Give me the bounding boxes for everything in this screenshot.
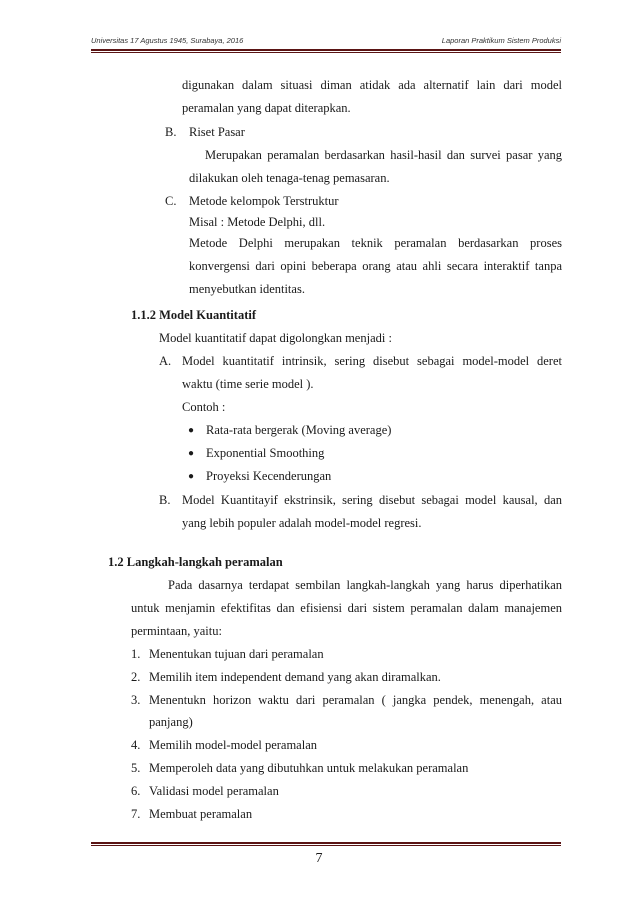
page-number: 7: [315, 851, 323, 866]
step-text-continuation: panjang): [149, 715, 193, 729]
step-number: 5.: [131, 761, 141, 775]
top-line-1: digunakan dalam situasi diman atidak ada alternatif lain dari model: [182, 78, 562, 92]
item-b-marker: B.: [165, 125, 177, 139]
step-text: Memilih item independent demand yang akan diramalkan.: [149, 670, 441, 684]
footer-rule: [91, 842, 561, 844]
step-text: Menentukn horizon waktu dari peramalan ( jangka pendek, menengah, atau: [149, 693, 562, 707]
step-number: 6.: [131, 784, 141, 798]
footer-rule-thin: [91, 845, 561, 846]
bullet-item: Exponential Smoothing: [206, 446, 325, 460]
step-text: Memperoleh data yang dibutuhkan untuk melakukan peramalan: [149, 761, 469, 775]
header-rule: [91, 49, 561, 51]
bullet-item: Rata-rata bergerak (Moving average): [206, 423, 392, 437]
section-12-paragraph-line-2: untuk menjamin efektifitas dan efisiensi dari sistem peramalan dalam manajemen: [131, 601, 562, 615]
item-c-title: Metode kelompok Terstruktur: [189, 194, 339, 208]
step-text: Memilih model-model peramalan: [149, 738, 318, 752]
section-112-a-marker: A.: [159, 354, 172, 368]
step-number: 4.: [131, 738, 141, 752]
header-rule-thin: [91, 52, 561, 53]
section-12-paragraph-line-1: Pada dasarnya terdapat sembilan langkah-langkah yang harus diperhatikan: [168, 578, 562, 592]
top-line-2: peramalan yang dapat diterapkan.: [182, 101, 351, 115]
section-112-b-line-1: Model Kuantitayif ekstrinsik, sering disebut sebagai model kausal, dan: [182, 493, 562, 507]
step-text: Menentukan tujuan dari peramalan: [149, 647, 324, 661]
section-12-heading: 1.2 Langkah-langkah peramalan: [108, 555, 283, 569]
section-112-b-line-2: yang lebih populer adalah model-model regresi.: [182, 516, 422, 530]
item-c-marker: C.: [165, 194, 177, 208]
item-c-line-1: Metode Delphi merupakan teknik peramalan berdasarkan proses: [189, 236, 562, 250]
step-text: Membuat peramalan: [149, 807, 253, 821]
step-number: 7.: [131, 807, 141, 821]
item-b-line-1: Merupakan peramalan berdasarkan hasil-hasil dan survei pasar yang: [205, 148, 562, 162]
item-c-line-3: menyebutkan identitas.: [189, 282, 305, 296]
item-b-title: Riset Pasar: [189, 125, 245, 139]
bullet-dot: ●: [188, 448, 195, 459]
section-112-intro: Model kuantitatif dapat digolongkan menjadi :: [159, 331, 392, 345]
bullet-item: Proyeksi Kecenderungan: [206, 469, 332, 483]
section-112-a-line-2: waktu (time serie model ).: [182, 377, 314, 391]
step-number: 1.: [131, 647, 141, 661]
section-112-heading: 1.1.2 Model Kuantitatif: [131, 308, 256, 322]
bullet-dot: ●: [188, 425, 195, 436]
step-number: 3.: [131, 693, 141, 707]
bullet-dot: ●: [188, 471, 195, 482]
step-text: Validasi model peramalan: [149, 784, 279, 798]
header-right: Laporan Praktikum Sistem Produksi: [441, 36, 561, 45]
example-label: Contoh :: [182, 400, 226, 414]
item-b-line-2: dilakukan oleh tenaga-tenag pemasaran.: [189, 171, 390, 185]
header-left: Universitas 17 Agustus 1945, Surabaya, 2016: [91, 36, 244, 45]
step-number: 2.: [131, 670, 141, 684]
item-c-line-2: konvergensi dari opini beberapa orang atau ahli secara interaktif tanpa: [189, 259, 562, 273]
section-112-b-marker: B.: [159, 493, 171, 507]
section-112-a-line-1: Model kuantitatif intrinsik, sering disebut sebagai model-model deret: [182, 354, 562, 368]
section-12-paragraph-line-3: permintaan, yaitu:: [131, 624, 222, 638]
item-c-example: Misal : Metode Delphi, dll.: [189, 215, 326, 229]
